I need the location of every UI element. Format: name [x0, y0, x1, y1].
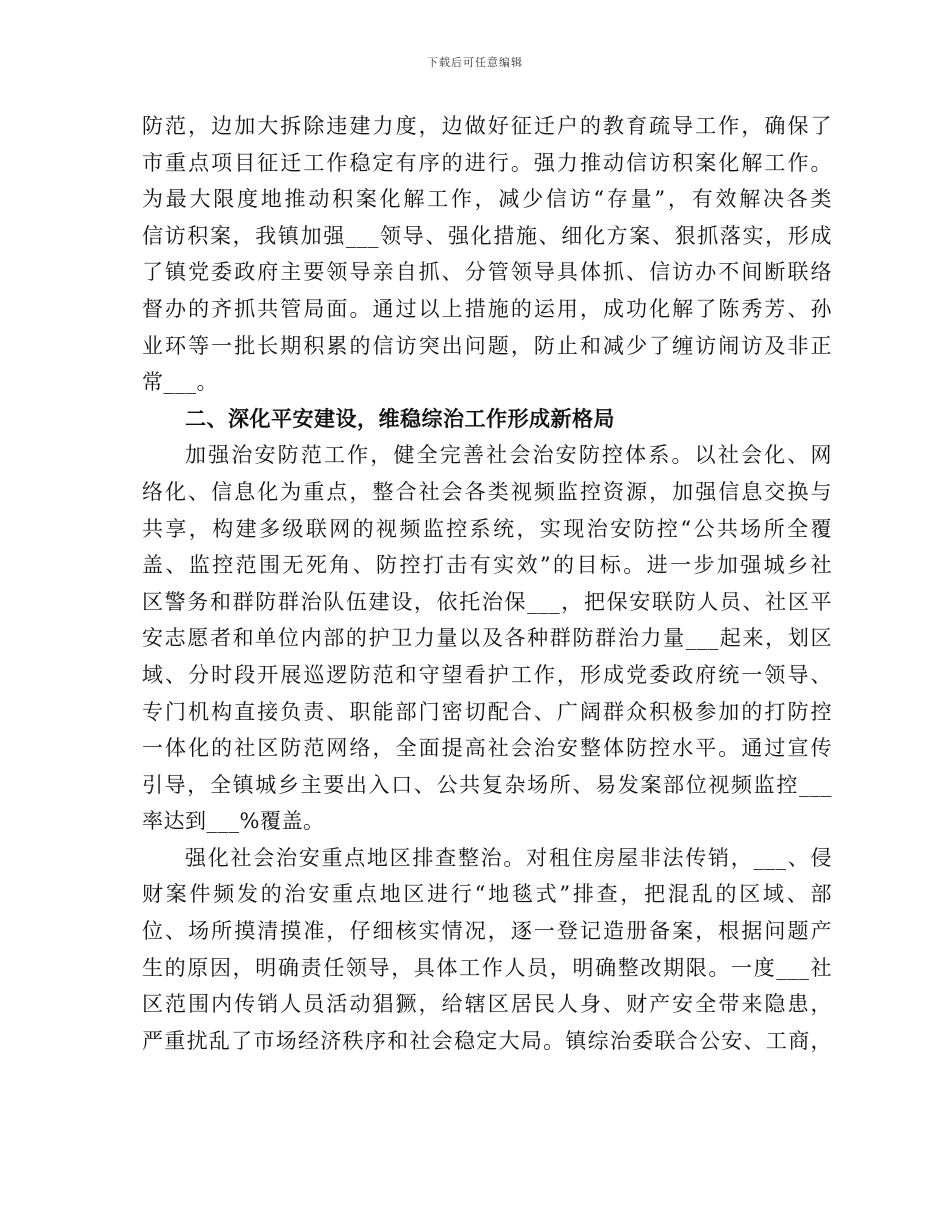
text-line: 常___。: [142, 370, 218, 395]
text-line: 了镇党委政府主要领导亲自抓、分管领导具体抓、信访办不间断联络: [142, 260, 832, 285]
text-line: 生的原因，明确责任领导，具体工作人员，明确整改期限。一度___社: [142, 955, 832, 980]
text-line: 区警务和群防群治队伍建设，依托治保___，把保安联防人员、社区平: [142, 589, 832, 614]
text-line: 引导，全镇城乡主要出入口、公共复杂场所、易发案部位视频监控___: [142, 772, 832, 797]
text-line: 域、分时段开展巡逻防范和守望看护工作，形成党委政府统一领导、: [142, 662, 832, 687]
text-line: 业环等一批长期积累的信访突出问题，防止和减少了缠访闹访及非正: [142, 333, 832, 358]
text-line: 盖、监控范围无死角、防控打击有实效”的目标。进一步加强城乡社: [142, 553, 832, 578]
text-line: 财案件频发的治安重点地区进行“地毯式”排查，把混乱的区域、部: [142, 882, 832, 907]
page-header-note: 下载后可任意编辑: [427, 56, 523, 69]
document-body: [142, 108, 832, 1059]
text-line: 督办的齐抓共管局面。通过以上措施的运用，成功化解了陈秀芳、孙: [142, 296, 832, 321]
text-line: 专门机构直接负责、职能部门密切配合、广阔群众积极参加的打防控: [142, 699, 832, 724]
text-line: 市重点项目征迁工作稳定有序的进行。强力推动信访积案化解工作。: [142, 150, 832, 175]
text-line: 一体化的社区防范网络，全面提高社会治安整体防控水平。通过宣传: [142, 736, 832, 761]
text-line: 严重扰乱了市场经济秩序和社会稳定大局。镇综治委联合公安、工商，: [142, 1028, 832, 1053]
text-line: 为最大限度地推动积案化解工作，减少信访“存量”，有效解决各类: [142, 187, 832, 212]
text-line: 区范围内传销人员活动猖獗，给辖区居民人身、财产安全带来隐患，: [142, 992, 832, 1017]
text-line: 信访积案，我镇加强___领导、强化措施、细化方案、狠抓落实，形成: [142, 223, 832, 248]
text-line: 位、场所摸清摸准，仔细核实情况，逐一登记造册备案，根据问题产: [142, 919, 832, 944]
text-line: 防范，边加大拆除违建力度，边做好征迁户的教育疏导工作，确保了: [142, 114, 832, 138]
text-line: 共享，构建多级联网的视频监控系统，实现治安防控“公共场所全覆: [142, 516, 832, 541]
section-heading: 二、深化平安建设，维稳综治工作形成新格局: [185, 405, 615, 431]
text-line: 络化、信息化为重点，整合社会各类视频监控资源，加强信息交换与: [142, 479, 832, 504]
text-line: 加强治安防范工作，健全完善社会治安防控体系。以社会化、网: [185, 443, 832, 468]
text-line: 强化社会治安重点地区排查整治。对租住房屋非法传销，___、侵: [185, 845, 832, 870]
text-line: 率达到___%覆盖。: [142, 809, 325, 834]
text-line: 安志愿者和单位内部的护卫力量以及各种群防群治力量___起来，划区: [142, 626, 832, 651]
